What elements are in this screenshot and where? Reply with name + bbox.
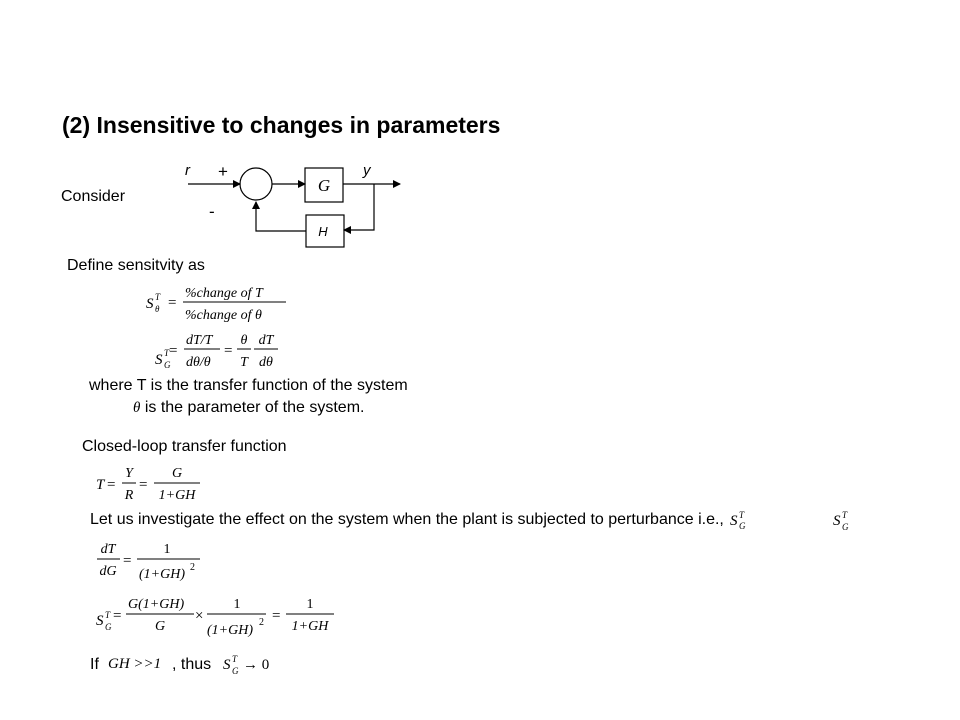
overlap-s-sub: G bbox=[739, 521, 746, 531]
eq1-equals: = bbox=[168, 295, 177, 311]
eq3-lhs: T bbox=[96, 477, 105, 493]
eq4-den: dG bbox=[99, 564, 117, 579]
input-label-r: r bbox=[185, 162, 190, 179]
limit-s-base: S bbox=[223, 657, 231, 673]
overlap-s-sup: T bbox=[739, 510, 745, 520]
eq2-equals-2: = bbox=[224, 343, 233, 359]
eq5-equals-1: = bbox=[113, 608, 122, 624]
eq2-frac1-den: dθ/θ bbox=[186, 355, 211, 370]
eq5-times: × bbox=[195, 608, 204, 624]
overlap-s-base: S bbox=[730, 513, 738, 529]
eq1-lhs-base: S bbox=[146, 296, 154, 312]
limit-expression bbox=[221, 650, 281, 678]
eq5-f2-exp: 2 bbox=[259, 617, 264, 628]
eq3-frac1-den: R bbox=[124, 488, 134, 503]
eq3-equals-2: = bbox=[139, 477, 148, 493]
eq5-lhs-sup: T bbox=[105, 610, 111, 620]
sensitivity-symbol-overlap bbox=[727, 505, 767, 533]
investigate-perturbance-text: Let us investigate the effect on the system when the plant is subjected to perturbance i.e., bbox=[90, 511, 724, 528]
if-condition: GH >>1 bbox=[108, 656, 162, 672]
eq3-frac2-den: 1+GH bbox=[158, 488, 196, 503]
eq4-num: dT bbox=[100, 542, 116, 557]
eq5-f2-num: 1 bbox=[233, 597, 241, 612]
eq5-f2-den: (1+GH) bbox=[207, 623, 253, 638]
summing-plus-sign: + bbox=[218, 162, 228, 181]
eq2-frac1-num: dT/T bbox=[186, 333, 213, 348]
feedback-block-label: H bbox=[318, 224, 328, 239]
sensitivity-definition-equation bbox=[140, 280, 320, 326]
feedback-line-in bbox=[344, 184, 374, 230]
feedback-line-out bbox=[256, 202, 306, 231]
limit-arrow-zero: → 0 bbox=[243, 657, 270, 673]
eq1-denominator: %change of θ bbox=[185, 308, 262, 323]
eq1-numerator: %change of T bbox=[185, 286, 263, 301]
eq2-lhs-sub: G bbox=[164, 360, 171, 370]
summing-junction bbox=[240, 168, 272, 200]
eq2-equals-1: = bbox=[169, 343, 178, 359]
eq4-equals: = bbox=[123, 553, 132, 569]
eq4-rhs-den: (1+GH) bbox=[139, 567, 185, 582]
summing-minus-sign: - bbox=[209, 202, 215, 221]
where-parameter-note bbox=[133, 399, 364, 417]
eq2-frac3-den: dθ bbox=[259, 355, 273, 370]
eq5-lhs-base: S bbox=[96, 613, 104, 629]
end-s-sup: T bbox=[842, 510, 848, 520]
eq1-lhs-sup: T bbox=[155, 292, 161, 302]
theta-symbol: θ bbox=[133, 400, 141, 416]
eq5-lhs-sub: G bbox=[105, 622, 112, 632]
where-parameter-text: is the parameter of the system. bbox=[140, 399, 365, 416]
eq4-rhs-num: 1 bbox=[163, 542, 171, 557]
slide-title: (2) Insensitive to changes in parameters bbox=[62, 112, 501, 138]
eq1-lhs-sub: θ bbox=[155, 304, 160, 314]
sensitivity-derivative-equation bbox=[150, 328, 290, 374]
derivative-equation bbox=[94, 538, 209, 584]
define-sensitivity-label: Define sensitvity as bbox=[67, 257, 205, 274]
eq2-frac3-num: dT bbox=[258, 333, 274, 348]
eq3-equals-1: = bbox=[107, 477, 116, 493]
eq5-f3-den: 1+GH bbox=[291, 619, 329, 634]
closed-loop-equation bbox=[94, 462, 214, 506]
limit-s-sup: T bbox=[232, 654, 238, 664]
end-s-sub: G bbox=[842, 522, 849, 532]
eq2-frac2-num: θ bbox=[240, 333, 248, 348]
eq2-frac2-den: T bbox=[240, 355, 248, 370]
eq2-lhs-base: S bbox=[155, 352, 163, 368]
eq3-frac2-num: G bbox=[171, 466, 183, 481]
limit-s-sub: G bbox=[232, 666, 239, 676]
sensitivity-symbol-end bbox=[830, 505, 870, 535]
where-transfer-function-note: where T is the transfer function of the system bbox=[89, 377, 408, 394]
if-label: If bbox=[90, 656, 99, 673]
forward-block-label: G bbox=[317, 176, 331, 195]
eq5-f3-num: 1 bbox=[306, 597, 314, 612]
eq5-equals-2: = bbox=[272, 608, 281, 624]
eq5-f1-num: G(1+GH) bbox=[128, 597, 185, 612]
sensitivity-result-equation bbox=[94, 592, 344, 638]
eq5-f1-den: G bbox=[154, 619, 166, 634]
output-label-y: y bbox=[363, 162, 371, 179]
end-s-base: S bbox=[833, 513, 841, 529]
closed-loop-label: Closed-loop transfer function bbox=[82, 438, 287, 455]
eq2-lhs-sup: T bbox=[164, 348, 170, 358]
thus-label: , thus bbox=[172, 656, 212, 673]
eq3-frac1-num: Y bbox=[125, 466, 133, 481]
eq4-rhs-exp: 2 bbox=[190, 562, 195, 573]
feedback-block-diagram bbox=[170, 155, 410, 255]
consider-label: Consider bbox=[61, 188, 126, 205]
